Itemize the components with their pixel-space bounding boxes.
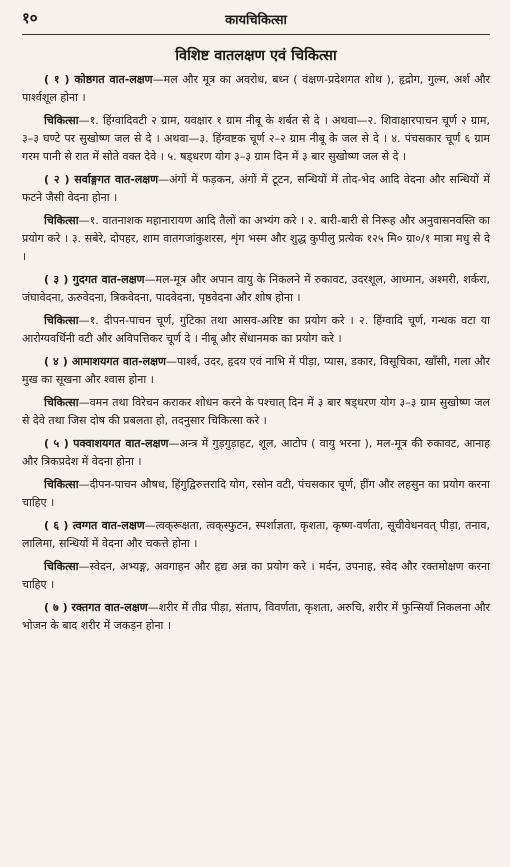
header-rule <box>22 34 490 35</box>
sarvangagat-label: ( २ ) सर्वाङ्गगत वात-लक्षण <box>44 173 159 186</box>
paragraph-koshthagat-treatment <box>22 112 490 166</box>
raktagat-label: ( ७ ) रक्तगत वात-लक्षण <box>44 601 148 614</box>
section-title: विशिष्ट वातलक्षण एवं चिकित्सा <box>175 48 337 64</box>
treatment-label: चिकित्सा <box>44 396 79 409</box>
treatment-label: चिकित्सा <box>44 478 79 491</box>
amashayagat-label: ( ४ ) आमाशयगत वात-लक्षण <box>44 355 166 368</box>
sarvangagat-text: —अंगों में फड़कन, अंगों में टूटन, सन्धियों में तोद-भेद आदि वेदना और सन्धियों में फटने जैसी वेदना होना । <box>22 173 490 204</box>
treatment-label: चिकित्सा <box>44 214 79 227</box>
paragraph-amashayagat-treatment <box>22 394 490 430</box>
gudagat-label: ( ३ ) गुदगत वात-लक्षण <box>44 273 145 286</box>
treatment-text: —१. हिंग्वादिवटी २ ग्राम, यवक्षार १ ग्राम नीबू के शर्बत से दे । अथवा—२. शिवाक्षारपाचन चूर्ण २ ग्राम, ३–३ घण्टे पर सुखोष्ण जल से दे । अथवा—३. हिंग्वष्टक चूर्ण २–२ ग्राम नीबू के जल से दे । ४. पंचसकार चूर्ण ६ ग्राम गरम पानी से रात में सोते वक्त देवे । ५. षड्धरण योग ३–३ ग्राम दिन में ३ बार सुखोष्ण जल से दे । <box>22 114 490 163</box>
treatment-label: चिकित्सा <box>44 560 79 573</box>
paragraph-koshthagat <box>22 71 490 107</box>
pakvashayagat-text: —अन्त्र में गुड़गुड़ाहट, शूल, आटोप ( वायु भरना ), मल-मूत्र की रुकावट, आनाह और त्रिकप्रदेश में वेदना होना । <box>22 437 490 468</box>
amashayagat-text: —पार्श्व, उदर, हृदय एवं नाभि में पीड़ा, प्यास, डकार, विसूचिका, खाँसी, गला और मुख का सूखना और श्वास होना । <box>22 355 490 386</box>
paragraph-raktagat <box>22 599 490 635</box>
treatment-text: —१. वातनाशक महानारायण आदि तैलों का अभ्यंग करे । २. बारी-बारी से निरूह और अनुवासनवस्ति का प्रयोग करे । ३. सबेरे, दोपहर, शाम वातगजांकुशरस, शृंग भस्म और शुद्ध कुपीलु प्रत्येक १२५ मि० ग्रा०/१ मात्रा मधु से दे । <box>22 214 490 263</box>
treatment-text: —दीपन-पाचन औषध, हिंगुद्विरुत्तरादि योग, रसोन वटी, पंचसकार चूर्ण, हींग और लहसुन का प्रयोग करना चाहिए । <box>22 478 490 509</box>
paragraph-tvaggat-treatment <box>22 558 490 594</box>
paragraph-sarvangagat-treatment <box>22 212 490 266</box>
treatment-text: —१. दीपन-पाचन चूर्ण, गुटिका तथा आसव-अरिष्ट का प्रयोग करे । २. हिंग्वादि चूर्ण, गन्धक वटा या आरोग्यवर्धिनी वटी और अविपत्तिकर चूर्ण दे । नीबू और सेंधानमक का प्रयोग करे । <box>22 314 490 345</box>
pakvashayagat-label: ( ५ ) पक्वाशयगत वात-लक्षण <box>44 437 169 450</box>
paragraph-pakvashayagat <box>22 435 490 471</box>
paragraph-gudagat <box>22 271 490 307</box>
treatment-label: चिकित्सा <box>44 114 79 127</box>
treatment-text: —स्वेदन, अभ्यङ्ग, अवगाहन और हृद्य अन्न का प्रयोग करे । मर्दन, उपनाह, स्वेद और रक्तमोक्षण करना चाहिए । <box>22 560 490 591</box>
page-number: १० <box>22 9 38 27</box>
tvaggat-text: —त्वक्‌रूक्षता, त्वक्‌स्फुटन, स्पर्शाज्ञता, कृशता, कृष्ण-वर्णता, सूचीवेधनवत् पीड़ा, तनाव, लालिमा, सन्धियों में वेदना और चकत्ते होना । <box>22 519 491 550</box>
raktagat-text: —शरीर में तीव्र पीड़ा, संताप, विवर्णता, कृशता, अरुचि, शरीर में फुन्सियाँ निकलना और भोजन के बाद शरीर में जकड़न होना । <box>22 601 490 632</box>
paragraph-sarvangagat <box>22 171 490 207</box>
koshthagat-text: —मल और मूत्र का अवरोध, बध्न ( वंक्षण-प्रदेशगत शोथ ), हृद्रोग, गुल्म, अर्श और पार्श्वशूल होना । <box>22 73 490 104</box>
tvaggat-label: ( ६ ) त्वग्गत वात-लक्षण <box>44 519 145 532</box>
treatment-text: —वमन तथा विरेचन कराकर शोधन करने के पश्चात् दिन में ३ बार षड्धरण योग ३–३ ग्राम सुखोष्ण जल से देवे तथा जिस दोष की प्रबलता हो, तदनुसार चिकित्सा करे । <box>22 396 490 427</box>
treatment-label: चिकित्सा <box>44 314 79 327</box>
paragraph-pakvashayagat-treatment <box>22 476 490 512</box>
koshthagat-label: ( १ ) कोष्ठगत वात-लक्षण <box>44 73 153 86</box>
gudagat-text: —मल-मूत्र और अपान वायु के निकलने में रुकावट, उदरशूल, आध्मान, अश्मरी, शर्करा, जंघावेदना, ऊरुवेदना, त्रिकवेदना, पादवेदना, पृष्ठवेदना और शोष होना । <box>22 273 490 304</box>
page-header <box>22 8 490 34</box>
paragraph-gudagat-treatment <box>22 312 490 348</box>
paragraph-amashayagat <box>22 353 490 389</box>
running-title: कायचिकित्सा <box>225 13 287 28</box>
paragraph-tvaggat <box>22 517 490 553</box>
